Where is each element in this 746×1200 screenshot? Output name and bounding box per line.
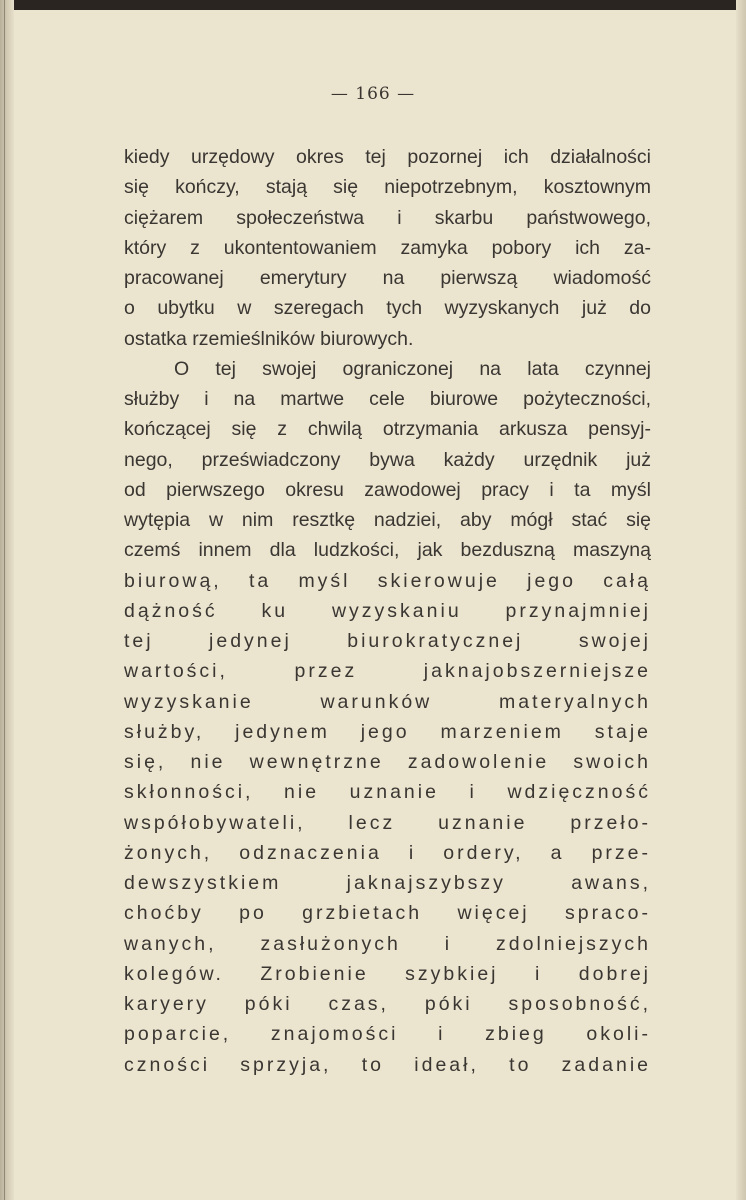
text-line: współobywateli, lecz uznanie przeło- <box>124 811 651 834</box>
text-line: się, nie wewnętrzne zadowolenie swoich <box>124 751 651 773</box>
text-line: nego, przeświadczony bywa każdy urzędnik już <box>124 448 651 471</box>
text-line: służby i na martwe cele biurowe pożyteczności, <box>124 388 651 410</box>
page-binding-edge <box>0 0 14 1200</box>
text-line: kończącej się z chwilą otrzymania arkusza pensyj- <box>124 418 651 441</box>
text-line: pracowanej emerytury na pierwszą wiadomość <box>124 267 651 289</box>
text-line: wyzyskanie warunków materyalnych <box>124 690 651 713</box>
text-line: skłonności, nie uznanie i wdzięczność <box>124 781 651 804</box>
page-number: — 166 — <box>330 84 416 104</box>
text-line: wartości, przez jaknajobszerniejsze <box>124 660 651 683</box>
text-line: który z ukontentowaniem zamyka pobory ich za- <box>124 236 651 259</box>
text-line: czności sprzyja, to ideał, to zadanie <box>124 1053 651 1076</box>
text-line: tej jedynej biurokratycznej swojej <box>124 630 651 652</box>
body-text <box>124 142 651 1080</box>
text-line: ciężarem społeczeństwa i skarbu państwowego, <box>124 206 651 229</box>
text-line: o ubytku w szeregach tych wyzyskanych już do <box>124 297 651 320</box>
text-line: kiedy urzędowy okres tej pozornej ich działalności <box>124 146 651 168</box>
page-right-edge <box>736 0 746 1200</box>
text-line: wanych, zasłużonych i zdolniejszych <box>124 932 651 955</box>
text-line: choćby po grzbietach więcej spraco- <box>124 902 651 925</box>
text-line: od pierwszego okresu zawodowej pracy i ta myśl <box>124 478 651 501</box>
page-top-shadow <box>0 0 746 10</box>
text-line: służby, jedynem jego marzeniem staje <box>124 720 651 743</box>
text-line: czemś innem dla ludzkości, jak bezduszną maszyną <box>124 539 651 562</box>
text-line: się kończy, stają się niepotrzebnym, kosztownym <box>124 176 651 199</box>
text-line: żonych, odznaczenia i ordery, a prze- <box>124 841 651 864</box>
text-line: O tej swojej ograniczonej na lata czynnej <box>174 357 651 380</box>
text-line: biurową, ta myśl skierowuje jego całą <box>124 569 651 592</box>
text-line: poparcie, znajomości i zbieg okoli- <box>124 1023 651 1046</box>
text-line: kolegów. Zrobienie szybkiej i dobrej <box>124 962 651 985</box>
text-line: wytępia w nim resztkę nadziei, aby mógł stać się <box>124 509 651 531</box>
text-line: dążność ku wyzyskaniu przynajmniej <box>124 599 651 622</box>
text-line: karyery póki czas, póki sposobność, <box>124 993 651 1015</box>
text-line: dewszystkiem jaknajszybszy awans, <box>124 872 651 894</box>
text-line: ostatka rzemieślników biurowych. <box>124 327 414 350</box>
